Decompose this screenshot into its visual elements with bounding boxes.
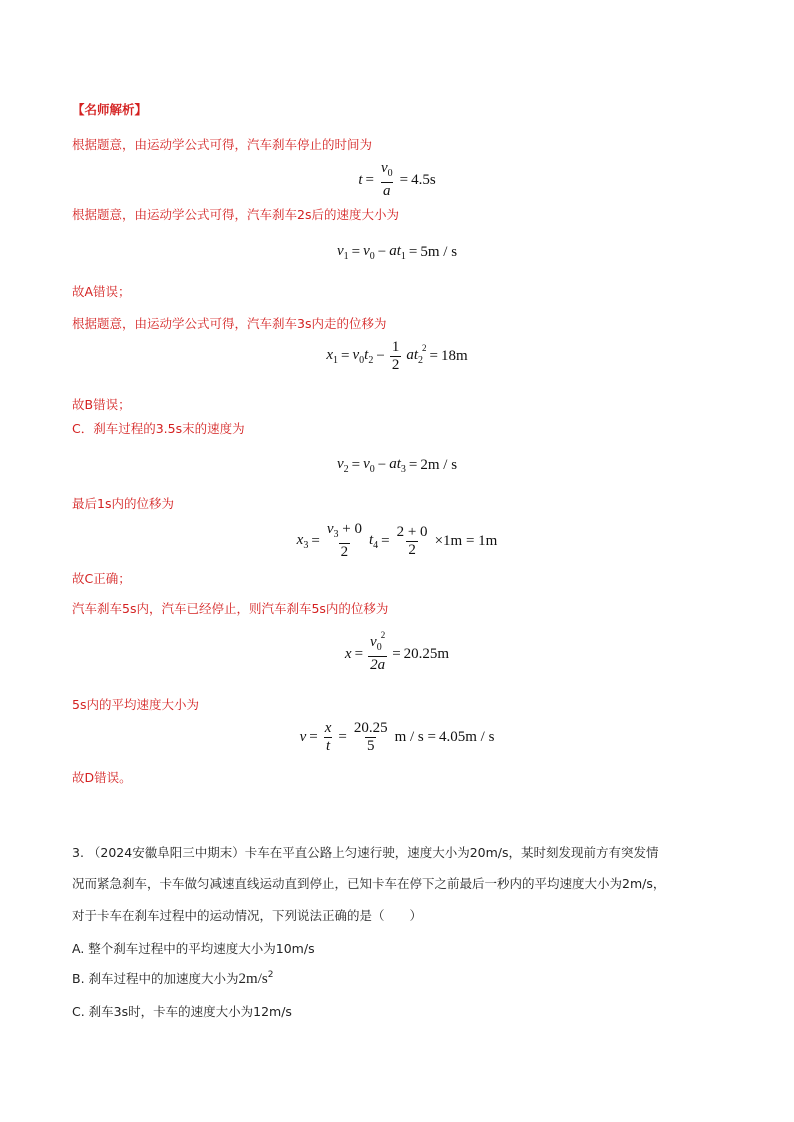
- equation-1: t = $\frac{v_0}{a}$ = 4.5s: [358, 160, 436, 199]
- analysis-line-7: 最后1s内的位移为: [72, 496, 174, 511]
- question-line-1: 3. （2024安徽阜阳三中期末）卡车在平直公路上匀速行驶，速度大小为20m/s，某时刻发现前方有突发情: [72, 845, 659, 860]
- equation-5: $x_3$ = $\frac{v_3 + 0}{2}$ $t_4$ = $\frac{2 + 0}{2}$ ×1m = 1m: [296, 521, 498, 560]
- question-line-3: 对于卡车在刹车过程中的运动情况，下列说法正确的是（ ）: [72, 908, 423, 923]
- analysis-line-11: 故D错误。: [72, 770, 132, 785]
- equation-2: $v_1$ = $v_0$ − $at_1$ = 5m / s: [336, 243, 458, 262]
- equation-3: $x_1$ = $v_0t_2$ − $\frac{1}{2}$ $at_2^2$ = 18m: [326, 339, 468, 373]
- analysis-line-3: 故A错误；: [72, 284, 131, 299]
- analysis-line-9: 汽车刹车5s内，汽车已经停止，则汽车刹车5s内的位移为: [72, 601, 389, 616]
- analysis-line-2: 根据题意，由运动学公式可得，汽车刹车2s后的速度大小为: [72, 207, 399, 222]
- option-a: A. 整个刹车过程中的平均速度大小为10m/s: [72, 941, 315, 956]
- option-c: C. 刹车3s时，卡车的速度大小为12m/s: [72, 1004, 292, 1019]
- equation-4: $v_2$ = $v_0$ − $at_3$ = 2m / s: [336, 456, 458, 475]
- analysis-line-10: 5s内的平均速度大小为: [72, 697, 199, 712]
- analysis-header: 【名师解析】: [72, 102, 148, 117]
- analysis-line-6: C．刹车过程的3.5s末的速度为: [72, 421, 245, 436]
- equation-7: v = $\frac{x}{t}$ = $\frac{20.25}{5}$ m / s = 4.05m / s: [299, 720, 495, 754]
- analysis-line-4: 根据题意，由运动学公式可得，汽车刹车3s内走的位移为: [72, 316, 387, 331]
- analysis-line-5: 故B错误；: [72, 397, 131, 412]
- equation-6: x = $\frac{v_0^2}{2a}$ = 20.25m: [344, 630, 450, 673]
- question-line-2: 况而紧急刹车，卡车做匀减速直线运动直到停止，已知卡车在停下之前最后一秒内的平均速度大小为2m/s，: [72, 876, 666, 891]
- analysis-line-8: 故C正确；: [72, 571, 131, 586]
- analysis-line-1: 根据题意，由运动学公式可得，汽车刹车停止的时间为: [72, 137, 373, 152]
- option-b: B. 刹车过程中的加速度大小为$2m/s^2$: [72, 970, 274, 987]
